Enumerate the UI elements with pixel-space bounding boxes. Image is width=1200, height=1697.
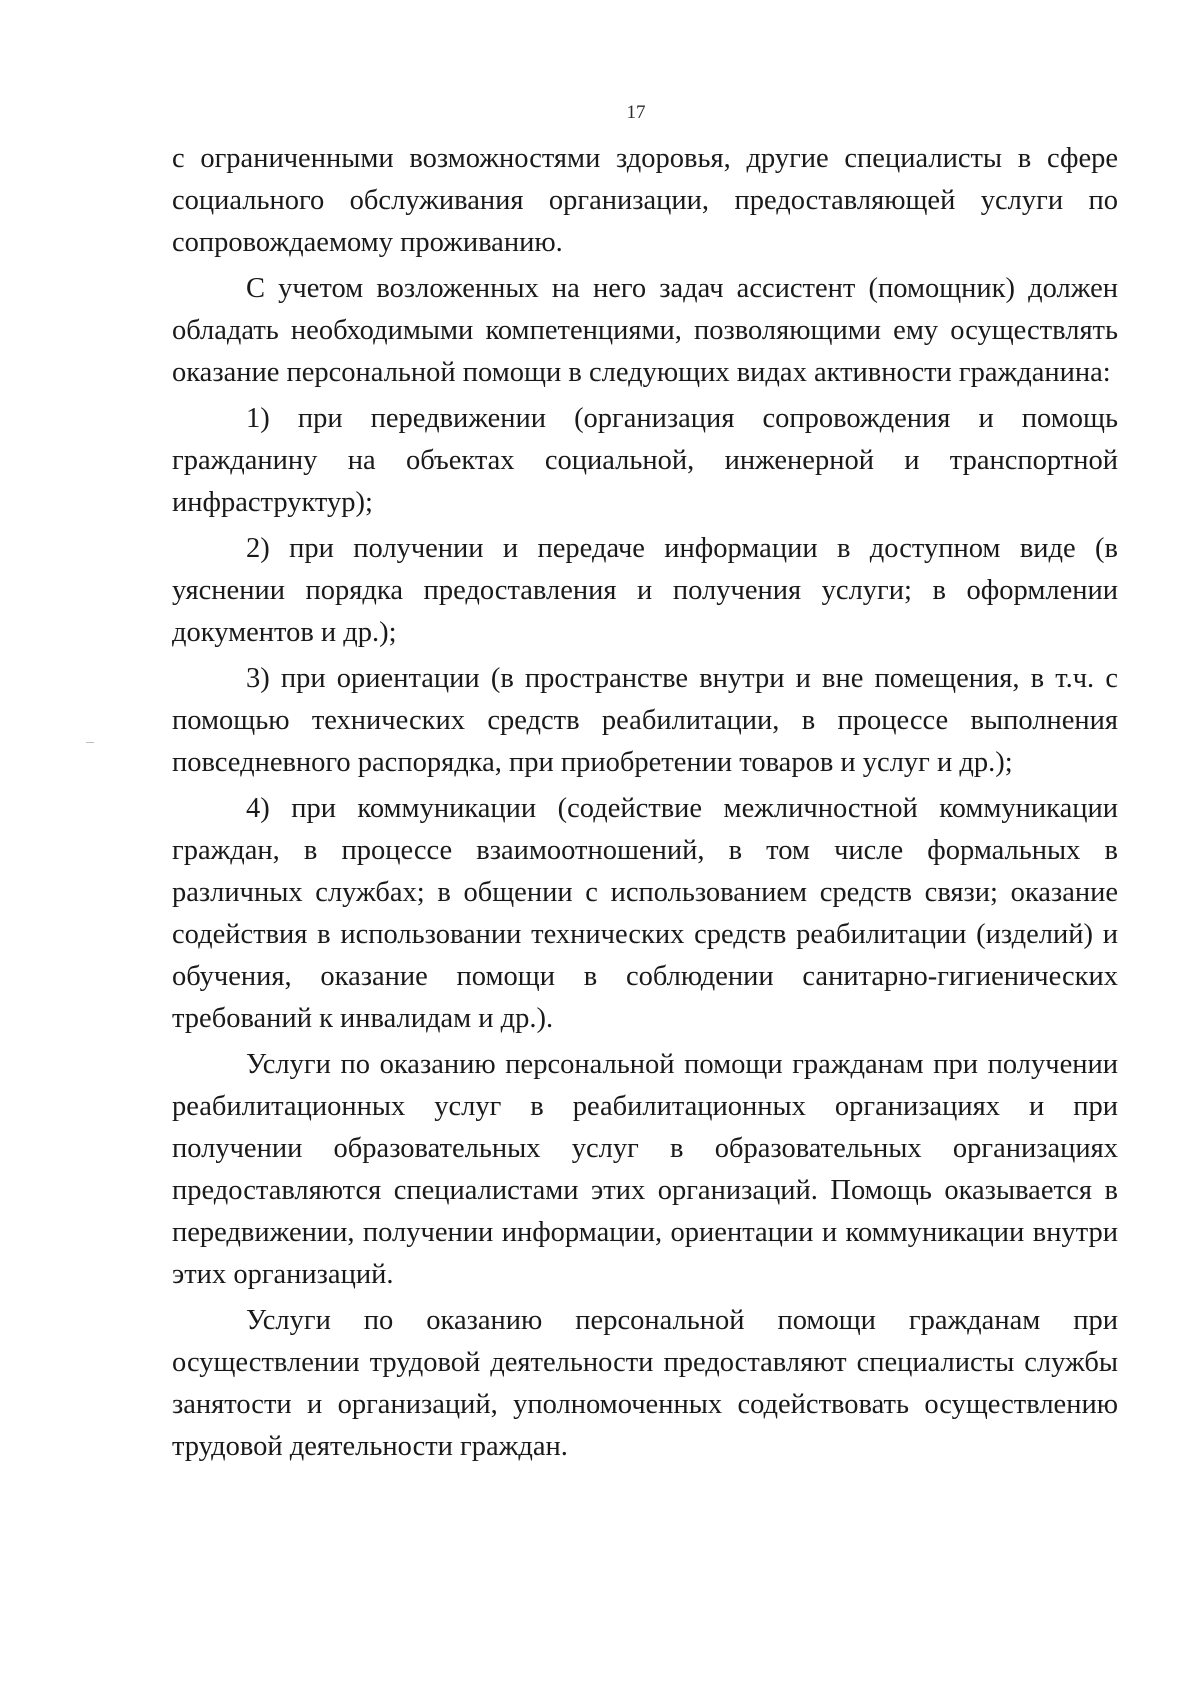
list-item-orientation: 3) при ориентации (в пространстве внутри и вне помещения, в т.ч. с помощью технических средств реабилитации, в процессе выполнения повседневного распорядка, при приобретении товаров и услуг и др.);: [172, 663, 1118, 778]
paragraph-rehabilitation-services: Услуги по оказанию персональной помощи гражданам при получении реабилитационных услуг в реабилитационных организациях и при получении образовательных услуг в образовательных организациях предоставляются специалистами этих организаций. Помощь оказывается в передвижении, получении информации, ориентации и коммуникации внутри этих организаций.: [172, 1049, 1118, 1290]
scan-margin-mark: [86, 742, 94, 743]
list-item-information: 2) при получении и передаче информации в доступном виде (в уяснении порядка предоставления и получения услуги; в оформлении документов и др.);: [172, 533, 1118, 648]
paragraph-continuation: с ограниченными возможностями здоровья, другие специалисты в сфере социального обслуживания организации, предоставляющей услуги по сопровождаемому проживанию.: [172, 143, 1118, 258]
document-body: [172, 138, 1118, 1472]
list-item-movement: 1) при передвижении (организация сопровождения и помощь гражданину на объектах социальной, инженерной и транспортной инфраструктур);: [172, 403, 1118, 518]
paragraph-assistant-competencies: С учетом возложенных на него задач ассистент (помощник) должен обладать необходимыми компетенциями, позволяющими ему осуществлять оказание персональной помощи в следующих видах активности гражданина:: [172, 273, 1118, 388]
page-number: 17: [626, 102, 646, 123]
paragraph-employment-services: Услуги по оказанию персональной помощи гражданам при осуществлении трудовой деятельности предоставляют специалисты службы занятости и организаций, уполномоченных содействовать осуществлению трудовой деятельности граждан.: [172, 1305, 1118, 1462]
list-item-communication: 4) при коммуникации (содействие межличностной коммуникации граждан, в процессе взаимоотношений, в том числе формальных в различных службах; в общении с использованием средств связи; оказание содействия в использовании технических средств реабилитации (изделий) и обучения, оказание помощи в соблюдении санитарно-гигиенических требований к инвалидам и др.).: [172, 793, 1118, 1034]
